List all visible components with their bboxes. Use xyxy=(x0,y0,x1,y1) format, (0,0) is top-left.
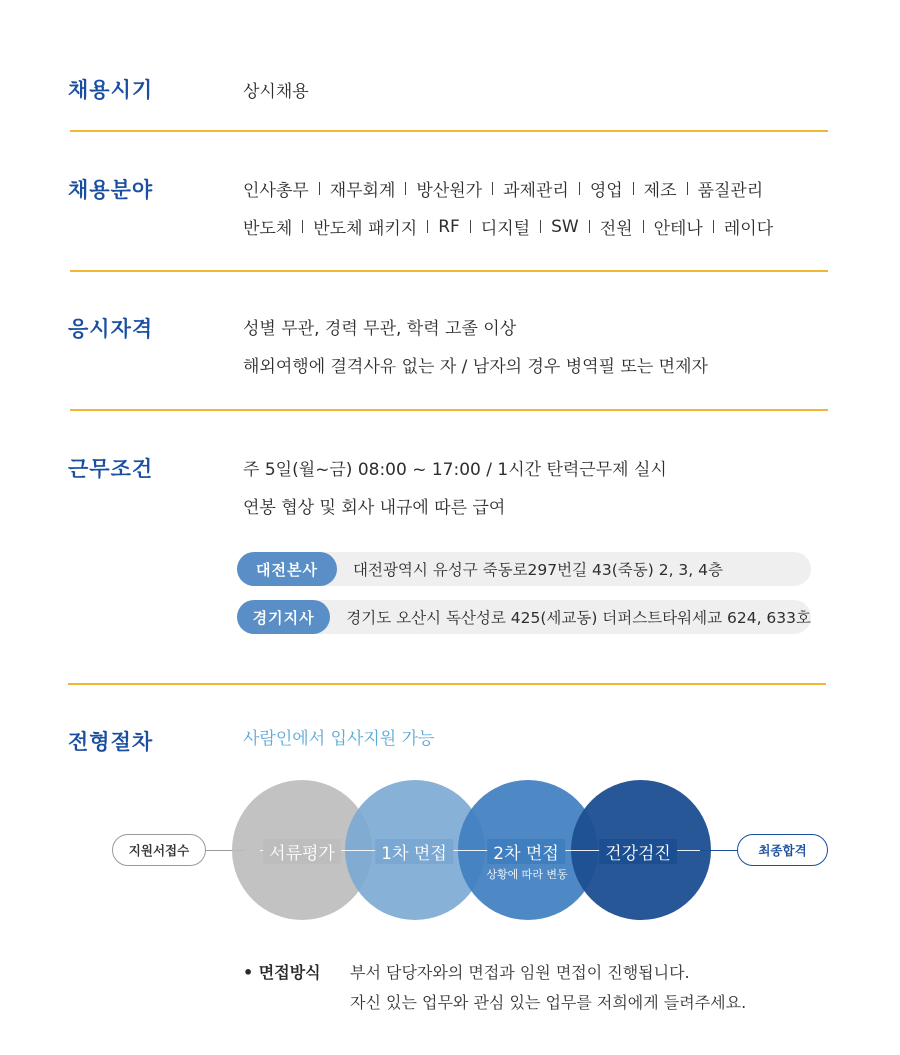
fields-row-1 xyxy=(243,176,763,201)
divider xyxy=(70,409,828,411)
field-separator xyxy=(405,182,406,195)
field-separator xyxy=(643,220,644,233)
section-title-timing: 채용시기 xyxy=(68,78,154,102)
field-separator xyxy=(713,220,714,233)
field-item: 인사총무 xyxy=(243,181,309,201)
section-title-fields: 채용분야 xyxy=(68,178,154,202)
conditions-line-2: 연봉 협상 및 회사 내규에 따른 급여 xyxy=(243,498,506,518)
office-tag: 경기지사 xyxy=(237,600,330,634)
divider xyxy=(70,130,828,132)
step-label: 2차 면접 xyxy=(487,839,565,864)
section-title-process: 전형절차 xyxy=(68,730,154,754)
field-separator xyxy=(687,182,688,195)
field-separator xyxy=(492,182,493,195)
field-item: 레이다 xyxy=(723,219,774,239)
step-label: 서류평가 xyxy=(263,839,341,864)
step-label: 건강검진 xyxy=(599,839,677,864)
office-address-daejeon xyxy=(237,552,811,586)
apply-note: 사람인에서 입사지원 가능 xyxy=(243,729,435,749)
field-item: 재무회계 xyxy=(329,181,396,201)
fields-row-2 xyxy=(243,214,773,239)
field-item: 방산원가 xyxy=(416,181,483,201)
field-item: 디지털 xyxy=(480,219,531,239)
field-item: SW xyxy=(551,216,579,237)
field-item: 제조 xyxy=(643,181,677,201)
field-item: 과제관리 xyxy=(503,181,569,201)
field-item: 반도체 xyxy=(243,219,293,239)
qualification-line-2: 해외여행에 결격사유 없는 자 / 남자의 경우 병역필 또는 면제자 xyxy=(243,357,708,377)
office-tag: 대전본사 xyxy=(237,552,337,586)
office-address-gyeonggi xyxy=(237,600,811,634)
timing-text: 상시채용 xyxy=(243,82,309,102)
interview-method-line-1: 부서 담당자와의 면접과 임원 면접이 진행됩니다. xyxy=(350,963,690,982)
section-title-qualification: 응시자격 xyxy=(68,317,154,341)
field-separator xyxy=(579,182,580,195)
qualification-line-1: 성별 무관, 경력 무관, 학력 고졸 이상 xyxy=(243,319,517,339)
field-item: 영업 xyxy=(589,181,623,201)
end-pill: 최종합격 xyxy=(737,834,828,866)
office-address-text: 경기도 오산시 독산성로 425(세교동) 더퍼스트타워세교 624, 633호 xyxy=(346,609,811,627)
field-item: 품질관리 xyxy=(697,181,764,201)
step-label: 1차 면접 xyxy=(375,839,453,864)
interview-method-label: • 면접방식 xyxy=(243,963,321,982)
interview-method-line-2: 자신 있는 업무와 관심 있는 업무를 저희에게 들려주세요. xyxy=(350,993,747,1012)
field-separator xyxy=(302,220,303,233)
field-separator xyxy=(427,220,428,233)
start-pill: 지원서접수 xyxy=(112,834,206,866)
field-separator xyxy=(633,182,634,195)
step-sublabel: 상황에 따라 변동 xyxy=(486,868,568,881)
field-item: RF xyxy=(438,216,460,237)
field-item: 반도체 패키지 xyxy=(313,219,418,239)
section-title-conditions: 근무조건 xyxy=(68,457,154,481)
field-separator xyxy=(470,220,471,233)
field-item: 안테나 xyxy=(653,219,703,239)
field-separator xyxy=(319,182,320,195)
office-address-text: 대전광역시 유성구 죽동로297번길 43(죽동) 2, 3, 4층 xyxy=(353,561,723,579)
divider xyxy=(70,270,828,272)
field-item: 전원 xyxy=(599,219,633,239)
field-separator xyxy=(540,220,541,233)
conditions-line-1: 주 5일(월~금) 08:00 ~ 17:00 / 1시간 탄력근무제 실시 xyxy=(243,460,667,480)
divider xyxy=(68,683,826,685)
field-separator xyxy=(589,220,590,233)
